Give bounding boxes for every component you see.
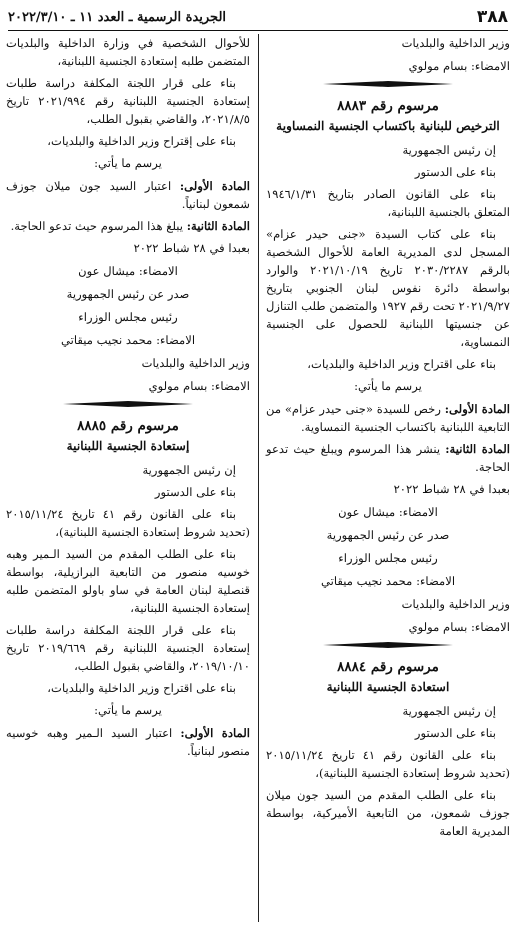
decree-paragraph: للأحوال الشخصية في وزارة الداخلية والبلديات المتضمن طلبه إستعادة الجنسية اللبنانية، bbox=[6, 36, 250, 68]
decree-enact-line: يرسم ما يأتي: bbox=[94, 156, 162, 170]
page-number: ٣٨٨ bbox=[476, 7, 508, 27]
pm-title: رئيس مجلس الوزراء bbox=[78, 310, 178, 324]
decree-8884 bbox=[266, 658, 510, 840]
decree-paragraph: بناء على الطلب المقدم من السيد الـمير وهبه خوسيه منصور من التابعية البرازيلية، بواسطة قنصلية لبنان العامة في ساو باولو المتضمن طلبه إستعادة الجنسية اللبنانية، bbox=[6, 547, 250, 615]
decree-date: بعبدا في ٢٨ شباط ٢٠٢٢ bbox=[133, 241, 250, 255]
minister-title: وزير الداخلية والبلديات bbox=[401, 36, 510, 50]
section-ornament bbox=[266, 642, 510, 648]
decree-article bbox=[6, 177, 250, 213]
section-ornament bbox=[266, 81, 510, 87]
decree-subject: إستعادة الجنسية اللبنانية bbox=[66, 439, 190, 453]
decree-paragraph: إن رئيس الجمهورية bbox=[142, 463, 236, 477]
minister-signature: الامضاء: بسام مولوي bbox=[408, 59, 510, 73]
article-label: المادة الأولى: bbox=[179, 179, 251, 193]
decree-paragraph: بناء على القانون رقم ٤١ تاريخ ٢٠١٥/١١/٢٤ (تحديد شروط إستعادة الجنسية اللبنانية)، bbox=[6, 507, 250, 539]
minister-signature: الامضاء: بسام مولوي bbox=[408, 620, 510, 634]
page-header bbox=[8, 4, 508, 31]
article-label: المادة الثانية: bbox=[445, 442, 510, 456]
decree-subject: استعادة الجنسية اللبنانية bbox=[326, 680, 450, 694]
decree-8883 bbox=[266, 97, 510, 636]
decree-paragraph: بناء على القانون الصادر بتاريخ ١٩٤٦/١/٣١ المتعلق بالجنسية اللبنانية، bbox=[266, 187, 510, 219]
decree-article bbox=[6, 217, 250, 235]
decree-paragraph: بناء على قرار اللجنة المكلفة دراسة طلبات إستعادة الجنسية اللبنانية رقم ٢٠١٩/٦٦٩ تاريخ ٢٠١٩/١٠/١٠، والقاضي بقبول الطلب، bbox=[6, 623, 251, 673]
article-label: المادة الأولى: bbox=[180, 726, 251, 740]
decree-paragraph: بناء على القانون رقم ٤١ تاريخ ٢٠١٥/١١/٢٤ (تحديد شروط إستعادة الجنسية اللبنانية)، bbox=[266, 748, 510, 780]
decree-8885 bbox=[6, 417, 250, 760]
decree-title: مرسوم رقم ٨٨٨٣ bbox=[337, 98, 439, 114]
pm-signature: الامضاء: محمد نجيب ميقاتي bbox=[320, 574, 456, 588]
article-text: رخص للسيدة «جنى حيدر عزام» من التابعية اللبنانية باكتساب الجنسية النمساوية. bbox=[266, 402, 510, 434]
column-divider bbox=[258, 34, 259, 922]
president-signature: الامضاء: ميشال عون bbox=[78, 264, 178, 278]
decree-8884-continued bbox=[6, 34, 250, 395]
section-ornament bbox=[6, 401, 250, 407]
decree-title: مرسوم رقم ٨٨٨٥ bbox=[77, 418, 179, 434]
decree-paragraph: بناء على اقتراح وزير الداخلية والبلديات، bbox=[307, 357, 496, 371]
decree-paragraph: إن رئيس الجمهورية bbox=[402, 704, 496, 718]
president-signature: الامضاء: ميشال عون bbox=[338, 505, 438, 519]
decree-title: مرسوم رقم ٨٨٨٤ bbox=[337, 659, 439, 675]
article-text: ينشر هذا المرسوم ويبلغ حيث تدعو الحاجة. bbox=[266, 442, 510, 474]
decree-paragraph: بناء على كتاب السيدة «جنى حيدر عزام» المسجل لدى المديرية العامة للأحوال الشخصية بالرقم ٢٠٣٠/٢٢٨٧ تاريخ ٢٠٢١/١٠/١٩ والوارد بواسطة دائرة نفوس لبنان الجنوبي بتاريخ ٢٠٢١/٩/٢٧ تحت رقم ١٩٢٧ والمتضمن طلب التنازل عن جنسيتها اللبنانية للحصول على الجنسية النمساوية، bbox=[266, 227, 510, 349]
right-column bbox=[266, 34, 510, 844]
decree-paragraph: بناء على قرار اللجنة المكلفة دراسة طلبات إستعادة الجنسية اللبنانية رقم ٢٠٢١/٩٩٤ تاريخ ٢٠٢١/٨/٥، والقاضي بقبول الطلب، bbox=[6, 76, 251, 126]
decree-date: بعبدا في ٢٨ شباط ٢٠٢٢ bbox=[393, 482, 510, 496]
decree-paragraph: بناء على الدستور bbox=[414, 726, 496, 740]
minister-title: وزير الداخلية والبلديات bbox=[141, 356, 250, 370]
decree-article bbox=[266, 440, 510, 476]
decree-subject: الترخيص للبنانية باكتساب الجنسية النمساوية bbox=[276, 119, 500, 133]
article-label: المادة الثانية: bbox=[186, 219, 250, 233]
decree-paragraph: بناء على الدستور bbox=[414, 165, 496, 179]
decree-enact-line: يرسم ما يأتي: bbox=[94, 703, 162, 717]
article-label: المادة الأولى: bbox=[444, 402, 510, 416]
minister-signature: الامضاء: بسام مولوي bbox=[148, 379, 250, 393]
pm-title: رئيس مجلس الوزراء bbox=[338, 551, 438, 565]
issued-by: صدر عن رئيس الجمهورية bbox=[326, 528, 450, 542]
decree-paragraph: بناء على إقتراح وزير الداخلية والبلديات، bbox=[47, 134, 236, 148]
decree-paragraph: إن رئيس الجمهورية bbox=[402, 143, 496, 157]
left-column bbox=[6, 34, 250, 764]
decree-article bbox=[6, 724, 250, 760]
decree-article bbox=[266, 400, 510, 436]
decree-paragraph: بناء على الدستور bbox=[154, 485, 236, 499]
minister-title: وزير الداخلية والبلديات bbox=[401, 597, 510, 611]
issued-by: صدر عن رئيس الجمهورية bbox=[66, 287, 190, 301]
decree-paragraph: بناء على اقتراح وزير الداخلية والبلديات، bbox=[47, 681, 236, 695]
decree-enact-line: يرسم ما يأتي: bbox=[354, 379, 422, 393]
pm-signature: الامضاء: محمد نجيب ميقاتي bbox=[60, 333, 196, 347]
article-text: اعتبار السيد الـمير وهبه خوسيه منصور لبنانياً. bbox=[6, 726, 250, 758]
article-text: اعتبار السيد جون ميلان جوزف شمعون لبنانياً. bbox=[6, 179, 250, 211]
article-text: يبلغ هذا المرسوم حيث تدعو الحاجة. bbox=[10, 219, 184, 233]
decree-paragraph: بناء على الطلب المقدم من السيد جون ميلان جوزف شمعون، من التابعية الأميركية، بواسطة المديرية العامة bbox=[266, 788, 510, 838]
gazette-issue-title: الجريدة الرسمية ـ العدد ١١ ـ ٢٠٢٢/٣/١٠ bbox=[8, 9, 227, 25]
